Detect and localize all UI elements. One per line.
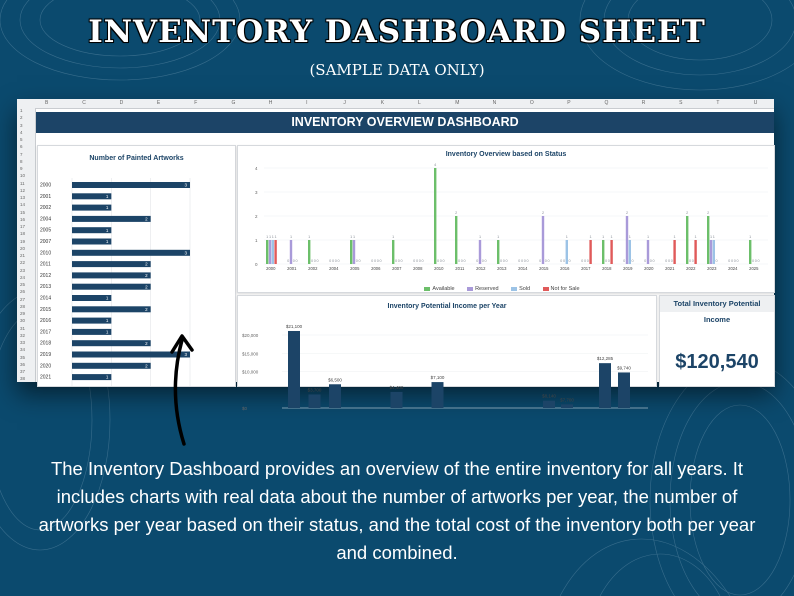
status-data-label: 4 <box>434 163 437 167</box>
status-data-label: 0 <box>665 259 668 263</box>
row-header[interactable]: 15 <box>20 209 26 215</box>
status-bar <box>274 240 276 264</box>
income-data-label: $8,140 <box>542 393 556 399</box>
total-income-panel <box>659 295 775 387</box>
x-tick-label: 2001 <box>287 266 297 271</box>
y-tick-label: $15,000 <box>242 351 259 357</box>
column-header[interactable]: H <box>268 100 273 106</box>
status-data-label: 1 <box>602 235 605 239</box>
status-data-label: 0 <box>316 259 319 263</box>
status-overview-panel <box>237 145 775 293</box>
status-data-label: 0 <box>415 259 419 263</box>
status-data-label: 0 <box>502 259 505 263</box>
row-header[interactable]: 21 <box>20 253 26 258</box>
status-data-label: 0 <box>442 259 445 263</box>
column-header[interactable]: J <box>343 100 346 106</box>
status-data-label: 1 <box>392 235 395 239</box>
row-header[interactable]: 27 <box>20 296 26 302</box>
year-tick-label: 2014 <box>40 295 52 302</box>
year-tick-label: 2019 <box>40 352 52 358</box>
status-bar <box>272 240 274 264</box>
row-header[interactable]: 32 <box>20 332 26 338</box>
status-data-label: 0 <box>287 259 290 263</box>
row-header[interactable]: 28 <box>20 303 26 309</box>
x-tick-label: 2018 <box>602 266 612 271</box>
column-header[interactable]: S <box>679 100 683 106</box>
column-header[interactable]: N <box>492 100 497 106</box>
artworks-data-label: 1 <box>105 295 109 301</box>
status-data-label: 1 <box>271 235 274 239</box>
row-header[interactable]: 20 <box>20 245 26 251</box>
artworks-bar <box>72 182 190 188</box>
x-tick-label: 2012 <box>476 266 486 271</box>
row-header[interactable]: 7 <box>20 151 23 157</box>
status-bar <box>266 240 268 264</box>
x-tick-label: 2020 <box>644 266 654 271</box>
income-data-label: $7,100 <box>430 375 445 381</box>
status-data-label: 0 <box>670 259 673 263</box>
artworks-data-label: 2 <box>145 306 148 312</box>
status-data-label: 0 <box>754 259 757 263</box>
x-tick-label: 2006 <box>371 266 381 271</box>
column-header[interactable]: F <box>194 100 198 106</box>
year-tick-label: 2005 <box>40 227 52 234</box>
status-data-label: 0 <box>728 259 731 263</box>
status-data-label: 0 <box>691 259 694 263</box>
status-data-label: 0 <box>586 259 589 263</box>
row-header[interactable]: 23 <box>20 267 26 273</box>
x-tick-label: 2023 <box>707 266 717 271</box>
x-tick-label: 2022 <box>686 266 696 271</box>
status-data-label: 0 <box>581 259 584 263</box>
x-tick-label: 2005 <box>350 266 360 271</box>
y-tick-label: 2 <box>255 214 258 219</box>
status-data-label: 0 <box>751 259 755 263</box>
status-bar <box>670 240 675 264</box>
hero-subtitle: (SAMPLE DATA ONLY) <box>309 61 485 79</box>
status-data-label: 0 <box>376 259 379 263</box>
status-data-label: 2 <box>625 211 629 215</box>
artworks-data-label: 1 <box>105 329 109 335</box>
total-income-title: Total Inventory Potential Income <box>660 296 774 312</box>
column-header[interactable]: B <box>45 100 49 106</box>
status-data-label: 0 <box>337 259 340 263</box>
x-tick-label: 2015 <box>539 266 549 271</box>
status-data-label: 0 <box>560 259 563 263</box>
status-data-label: 1 <box>628 235 631 239</box>
legend-available: Available <box>424 286 454 292</box>
y-tick-label: 0 <box>255 262 258 267</box>
status-bar <box>542 216 544 264</box>
status-data-label: 0 <box>523 259 526 263</box>
x-tick-label: 2019 <box>623 266 633 271</box>
row-header[interactable]: 6 <box>20 144 23 150</box>
status-data-label: 1 <box>589 235 592 239</box>
row-header[interactable]: 37 <box>20 369 26 374</box>
year-tick-label: 2011 <box>40 261 51 268</box>
row-header[interactable]: 4 <box>20 129 23 135</box>
x-tick-label: 2011 <box>455 266 465 271</box>
income-bar <box>391 392 403 408</box>
row-header[interactable]: 36 <box>20 361 26 367</box>
status-data-label: 0 <box>607 259 610 263</box>
status-bar <box>691 240 696 264</box>
artworks-data-label: 2 <box>145 363 148 369</box>
status-data-label: 0 <box>371 259 374 263</box>
year-tick-label: 2000 <box>40 182 52 189</box>
x-tick-label: 2008 <box>413 266 423 271</box>
artworks-data-label: 3 <box>184 182 187 188</box>
row-header[interactable]: 16 <box>20 216 26 222</box>
status-data-label: 0 <box>481 259 484 263</box>
x-tick-label: 2000 <box>266 266 276 271</box>
potential-income-title: Inventory Potential Income per Year <box>387 303 507 310</box>
year-tick-label: 2010 <box>40 250 52 257</box>
year-tick-label: 2015 <box>40 306 52 313</box>
row-header[interactable]: 35 <box>20 354 26 360</box>
status-data-label: 0 <box>652 259 655 263</box>
income-bar <box>599 363 611 408</box>
row-header[interactable]: 13 <box>20 195 26 200</box>
status-bar <box>434 168 436 264</box>
status-data-label: 0 <box>334 259 337 263</box>
status-data-label: 0 <box>484 259 487 263</box>
status-data-label: 0 <box>310 259 314 263</box>
status-data-label: 1 <box>646 235 650 239</box>
total-income-value: $120,540 <box>675 351 759 373</box>
row-header[interactable]: 34 <box>20 347 26 353</box>
row-header[interactable]: 14 <box>20 202 26 208</box>
column-header[interactable]: C <box>82 100 86 106</box>
year-tick-label: 2007 <box>40 239 52 245</box>
row-header[interactable]: 22 <box>20 260 26 266</box>
x-tick-label: 2021 <box>665 266 675 271</box>
status-overview-title: Inventory Overview based on Status <box>445 151 567 158</box>
status-bar <box>710 240 712 264</box>
row-header[interactable]: 26 <box>20 289 26 295</box>
status-legend <box>238 277 774 295</box>
artworks-data-label: 2 <box>145 216 148 222</box>
artworks-bar <box>72 340 151 346</box>
status-data-label: 0 <box>562 259 566 263</box>
column-header[interactable]: M <box>455 100 460 106</box>
row-header[interactable]: 5 <box>20 137 23 142</box>
artworks-data-label: 2 <box>145 273 148 278</box>
x-tick-label: 2025 <box>749 266 759 271</box>
status-data-label: 0 <box>379 259 382 263</box>
hero-title: INVENTORY DASHBOARD SHEET <box>88 14 706 50</box>
description-text: The Inventory Dashboard provides an overview of the entire inventory for all years. It includes charts with real data about the number of artworks per year, the number of artworks per year based on their status, and the total cost of the inventory both per year and combined. <box>38 458 756 563</box>
x-tick-label: 2002 <box>308 266 318 271</box>
status-data-label: 0 <box>292 259 295 263</box>
status-data-label: 0 <box>476 259 479 263</box>
status-data-label: 1 <box>565 235 568 239</box>
row-header[interactable]: 19 <box>20 238 26 244</box>
status-bar <box>350 240 352 264</box>
income-bar <box>288 331 300 408</box>
year-tick-label: 2020 <box>40 363 52 370</box>
column-header[interactable]: O <box>529 100 534 106</box>
status-data-label: 1 <box>497 235 500 239</box>
y-tick-label: 3 <box>255 190 258 195</box>
column-header[interactable]: R <box>641 100 646 106</box>
artworks-bar <box>72 363 151 369</box>
x-tick-label: 2007 <box>392 266 402 271</box>
artworks-bar <box>72 272 151 278</box>
artworks-bar <box>72 284 151 290</box>
income-bar <box>561 404 573 408</box>
row-header[interactable]: 29 <box>20 311 26 316</box>
year-tick-label: 2002 <box>40 205 52 212</box>
status-data-label: 0 <box>715 259 718 263</box>
row-header[interactable]: 33 <box>20 340 26 345</box>
legend-reserved: Reserved <box>467 286 499 292</box>
column-header[interactable]: G <box>231 100 236 106</box>
status-bar <box>686 216 688 264</box>
column-header[interactable]: E <box>156 100 161 106</box>
status-data-label: 0 <box>313 259 316 263</box>
status-data-label: 0 <box>544 259 547 263</box>
legend-not-for-sale: Not for Sale <box>543 286 580 292</box>
status-data-label: 0 <box>397 259 400 263</box>
row-header[interactable]: 30 <box>20 318 26 324</box>
artworks-bar <box>72 250 190 256</box>
status-data-label: 0 <box>400 259 403 263</box>
row-header[interactable]: 24 <box>20 274 26 280</box>
status-data-label: 1 <box>266 235 269 239</box>
column-header[interactable]: I <box>306 100 308 106</box>
status-data-label: 0 <box>436 259 440 263</box>
status-data-label: 0 <box>649 259 652 263</box>
row-header[interactable]: 11 <box>20 180 25 186</box>
status-data-label: 0 <box>457 259 461 263</box>
status-data-label: 0 <box>631 259 634 263</box>
status-overview-chart <box>238 146 774 292</box>
column-header[interactable]: D <box>119 100 124 106</box>
row-header[interactable]: 2 <box>20 115 23 121</box>
status-data-label: 2 <box>541 211 545 215</box>
status-data-label: 0 <box>413 259 416 263</box>
pointer-arrow <box>158 322 218 452</box>
year-tick-label: 2017 <box>40 329 52 336</box>
status-data-label: 1 <box>478 235 482 239</box>
status-data-label: 2 <box>686 211 689 215</box>
row-header[interactable]: 38 <box>20 376 26 382</box>
income-data-label: $7,700 <box>560 397 574 403</box>
status-data-label: 1 <box>268 235 272 239</box>
status-data-label: 0 <box>505 259 508 263</box>
year-tick-label: 2012 <box>40 272 52 279</box>
status-data-label: 1 <box>673 235 676 239</box>
column-header[interactable]: P <box>567 100 571 106</box>
artworks-data-label: 1 <box>105 193 109 199</box>
row-header[interactable]: 9 <box>20 166 23 171</box>
status-data-label: 0 <box>644 259 647 263</box>
status-data-label: 0 <box>757 259 760 263</box>
column-header[interactable]: K <box>380 100 385 106</box>
status-data-label: 2 <box>707 211 710 215</box>
row-header[interactable]: 10 <box>20 173 26 179</box>
artworks-data-label: 1 <box>105 239 109 245</box>
year-tick-label: 2013 <box>40 284 52 291</box>
status-data-label: 0 <box>358 259 361 263</box>
artworks-data-label: 2 <box>145 261 148 267</box>
spreadsheet-preview <box>17 99 774 411</box>
y-tick-label: 1 <box>255 238 258 243</box>
status-data-label: 1 <box>694 235 697 239</box>
column-header[interactable]: T <box>716 100 720 106</box>
status-data-label: 1 <box>274 235 277 239</box>
status-data-label: 0 <box>331 259 335 263</box>
income-bar <box>329 384 341 408</box>
status-data-label: 0 <box>460 259 463 263</box>
status-bar <box>707 216 709 264</box>
year-tick-label: 2018 <box>40 340 52 347</box>
artworks-data-label: 1 <box>105 318 109 324</box>
status-data-label: 0 <box>463 259 466 263</box>
status-data-label: 1 <box>308 235 311 239</box>
status-data-label: 1 <box>610 235 613 239</box>
x-tick-label: 2010 <box>434 266 444 271</box>
row-header[interactable]: 3 <box>20 122 23 128</box>
income-bar <box>618 372 630 408</box>
status-data-label: 0 <box>329 259 332 263</box>
painted-artworks-title: Number of Painted Artworks <box>89 155 184 162</box>
row-header[interactable]: 12 <box>20 187 26 193</box>
status-data-label: 0 <box>518 259 521 263</box>
status-data-label: 0 <box>295 259 298 263</box>
column-header[interactable]: Q <box>604 100 609 106</box>
income-bar <box>432 382 444 408</box>
status-data-label: 1 <box>712 235 715 239</box>
status-data-label: 0 <box>355 259 358 263</box>
dashboard-banner: INVENTORY OVERVIEW DASHBOARD <box>36 112 774 133</box>
y-tick-label: $0 <box>242 406 248 411</box>
income-data-label: $4,400 <box>389 384 404 390</box>
column-header-bar <box>17 99 774 109</box>
row-header[interactable]: 25 <box>20 282 26 287</box>
status-data-label: 0 <box>499 259 503 263</box>
status-data-label: 1 <box>289 235 293 239</box>
status-bar <box>586 240 591 264</box>
status-data-label: 0 <box>373 259 377 263</box>
artworks-data-label: 2 <box>145 284 148 290</box>
status-bar <box>269 240 271 264</box>
status-data-label: 0 <box>730 259 734 263</box>
y-tick-label: $10,000 <box>242 369 259 375</box>
legend-sold: Sold <box>511 286 530 292</box>
income-data-label: $9,740 <box>617 365 631 371</box>
status-data-label: 0 <box>520 259 524 263</box>
row-header[interactable]: 31 <box>20 325 26 331</box>
status-data-label: 2 <box>455 211 458 215</box>
x-tick-label: 2016 <box>560 266 570 271</box>
year-tick-label: 2001 <box>40 193 52 200</box>
income-data-label: $21,100 <box>285 323 303 329</box>
x-tick-label: 2004 <box>329 266 339 271</box>
status-bar <box>455 216 457 264</box>
artworks-data-label: 1 <box>105 227 109 233</box>
y-tick-label: 4 <box>255 166 258 171</box>
potential-income-chart <box>238 296 656 411</box>
row-header[interactable]: 1 <box>20 108 23 113</box>
year-tick-label: 2004 <box>40 216 52 223</box>
status-data-label: 0 <box>547 259 550 263</box>
income-data-label: $3,700 <box>307 387 322 393</box>
income-data-label: $12,285 <box>596 356 614 362</box>
artworks-data-label: 3 <box>184 352 187 358</box>
artworks-bar <box>72 261 151 267</box>
status-data-label: 1 <box>749 235 752 239</box>
status-data-label: 0 <box>539 259 542 263</box>
income-data-label: $6,500 <box>328 377 342 383</box>
artworks-data-label: 1 <box>105 205 109 211</box>
potential-income-panel <box>237 295 657 411</box>
artworks-data-label: 1 <box>105 374 109 380</box>
status-data-label: 0 <box>526 259 529 263</box>
status-data-label: 0 <box>421 259 424 263</box>
year-tick-label: 2021 <box>40 374 52 381</box>
artworks-data-label: 3 <box>184 250 187 256</box>
status-data-label: 0 <box>688 259 692 263</box>
status-data-label: 1 <box>352 235 356 239</box>
status-data-label: 0 <box>394 259 398 263</box>
status-data-label: 0 <box>733 259 736 263</box>
status-data-label: 0 <box>418 259 421 263</box>
x-tick-label: 2014 <box>518 266 528 271</box>
y-tick-label: $20,000 <box>242 333 259 338</box>
x-tick-label: 2024 <box>728 266 738 271</box>
row-header-bar <box>17 108 36 382</box>
column-header[interactable]: L <box>418 100 421 106</box>
income-bar <box>543 401 555 408</box>
artworks-bar <box>72 216 151 222</box>
status-data-label: 0 <box>736 259 739 263</box>
status-data-label: 0 <box>623 259 626 263</box>
x-tick-label: 2017 <box>581 266 591 271</box>
column-header[interactable]: U <box>753 100 758 106</box>
status-data-label: 0 <box>583 259 587 263</box>
status-bar <box>607 240 612 264</box>
status-data-label: 0 <box>439 259 442 263</box>
year-tick-label: 2016 <box>40 318 52 325</box>
status-data-label: 0 <box>568 259 571 263</box>
status-data-label: 0 <box>667 259 671 263</box>
status-data-label: 1 <box>709 235 713 239</box>
artworks-bar <box>72 306 151 312</box>
status-bar <box>626 216 628 264</box>
row-header[interactable]: 18 <box>20 231 26 237</box>
status-data-label: 0 <box>604 259 608 263</box>
artworks-data-label: 2 <box>145 340 148 346</box>
row-header[interactable]: 17 <box>20 224 26 229</box>
status-data-label: 1 <box>350 235 353 239</box>
income-bar <box>309 394 321 408</box>
x-tick-label: 2013 <box>497 266 507 271</box>
row-header[interactable]: 8 <box>20 158 23 164</box>
